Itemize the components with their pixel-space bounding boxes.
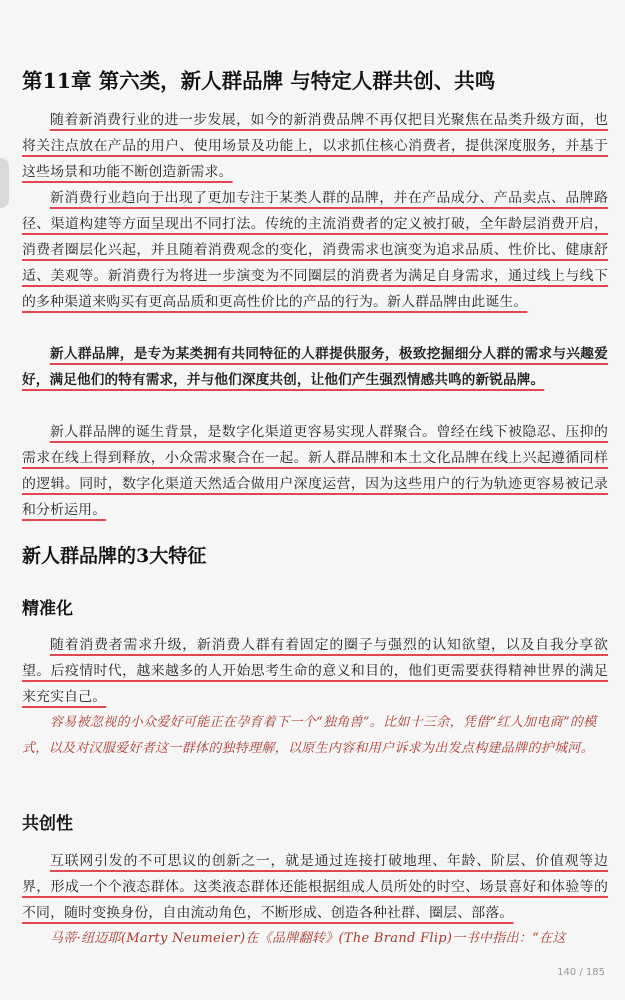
side-drawer-handle[interactable]: [0, 158, 9, 208]
paragraph: [22, 107, 608, 185]
paragraph: [22, 185, 608, 315]
highlighted-text[interactable]: 新人群品牌，是专为某类拥有共同特征的人群提供服务，极致挖掘细分人群的需求与兴趣爱好，满足他们的特有需求，并与他们深度共创，让他们产生强烈情感共鸣的新锐品牌。: [22, 346, 608, 388]
paragraph-bold: [22, 341, 608, 393]
highlighted-text[interactable]: 随着新消费行业的进一步发展，如今的新消费品牌不再仅把目光聚焦在品类升级方面，也将关注点放在产品的用户、使用场景及功能上，以求抓住核心消费者，提供深度服务，并基于这些场景和功能不断创造新需求。: [22, 112, 608, 180]
paragraph: [22, 632, 608, 710]
paragraph: [22, 419, 608, 523]
quote-block: 马蒂·纽迈耶(Marty Neumeier)在《品牌翻转》(The Brand Flip)一书中指出：“在这: [50, 931, 566, 946]
paragraph: [22, 848, 608, 926]
highlighted-text[interactable]: 新人群品牌的诞生背景，是数字化渠道更容易实现人群聚合。曾经在线下被隐忍、压抑的需求在线上得到释放，小众需求聚合在一起。新人群品牌和本土文化品牌在线上兴起遵循同样的逻辑。同时，数字化渠道天然适合做用户深度运营，因为这些用户的行为轨迹更容易被记录和分析运用。: [22, 424, 608, 518]
chapter-title: 第11章 第六类，新人群品牌 与特定人群共创、共鸣: [22, 69, 496, 93]
highlighted-text[interactable]: 新消费行业趋向于出现了更加专注于某类人群的品牌，并在产品成分、产品卖点、品牌路径、渠道构建等方面呈现出不同打法。传统的主流消费者的定义被打破，全年龄层消费开启，消费者圈层化兴起，并且随着消费观念的变化，消费需求也演变为追求品质、性价比、健康舒适、美观等。新消费行为将进一步演变为不同圈层的消费者为满足自身需求，通过线上与线下的多种渠道来购买有更高品质和更高性价比的产品的行为。新人群品牌由此诞生。: [22, 190, 608, 310]
subsection-title: 精准化: [22, 599, 73, 619]
highlighted-text[interactable]: 随着消费者需求升级，新消费人群有着固定的圈子与强烈的认知欲望，以及自我分享欲望。后疫情时代，越来越多的人开始思考生命的意义和目的，他们更需要获得精神世界的满足来充实自己。: [22, 637, 608, 705]
page-number: 140 / 185: [557, 967, 605, 978]
quote-block: 容易被忽视的小众爱好可能正在孕育着下一个“独角兽”。比如十三余，凭借“红人加电商”的模式，以及对汉服爱好者这一群体的独特理解，以原生内容和用户诉求为出发点构建品牌的护城河。: [22, 715, 597, 756]
highlighted-text[interactable]: 互联网引发的不可思议的创新之一，就是通过连接打破地理、年龄、阶层、价值观等边界，形成一个个液态群体。这类液态群体还能根据组成人员所处的时空、场景喜好和体验等的不同，随时变换身份，自由流动角色，不断形成、创造各种社群、圈层、部落。: [22, 853, 608, 921]
subsection-title: 共创性: [22, 814, 73, 834]
section-title: 新人群品牌的3大特征: [22, 545, 207, 567]
